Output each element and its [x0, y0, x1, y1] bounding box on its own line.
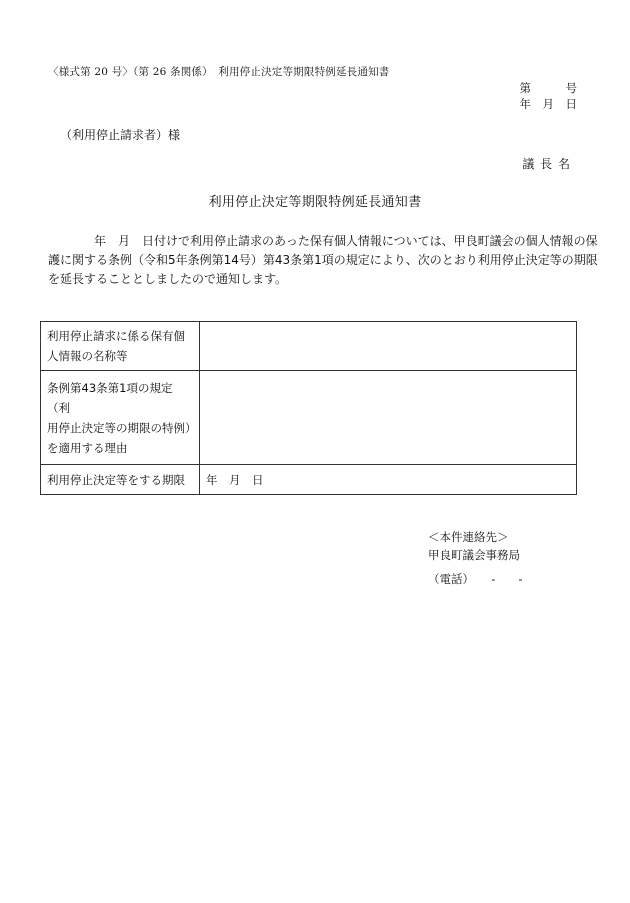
- table-row: [41, 465, 577, 495]
- sender-name: 議 長 名: [522, 157, 571, 171]
- table-row: [41, 322, 577, 371]
- label-line: 用停止決定等の期限の特例）: [47, 420, 197, 435]
- contact-office: 甲良町議会事務局: [428, 548, 520, 562]
- document-number: 第 号: [519, 81, 577, 95]
- label-line: を適用する理由: [47, 440, 128, 455]
- row-label-reason: [41, 371, 200, 465]
- document-title: 利用停止決定等期限特例延長通知書: [208, 195, 422, 210]
- row-value-document-name: [200, 322, 577, 371]
- contact-block: [428, 528, 523, 588]
- detail-table: [40, 321, 577, 495]
- label-line: 人情報の名称等: [47, 349, 128, 363]
- form-reference: 〈様式第 20 号〉（第 26 条関係） 利用停止決定等期限特例延長通知書: [48, 66, 390, 78]
- body-line: を延長することとしましたので通知します。: [48, 272, 288, 286]
- row-value-reason: [200, 371, 577, 465]
- row-value-deadline: 年 月 日: [200, 465, 577, 495]
- label-line: 条例第43条第1項の規定（利: [47, 380, 173, 415]
- label-line: 利用停止請求に係る保有個: [47, 329, 185, 343]
- addressee: （利用停止請求者）様: [60, 128, 181, 142]
- body-paragraph: [48, 232, 598, 289]
- row-label-document-name: [41, 322, 200, 371]
- body-line: 護に関する条例（令和5年条例第14号）第43条第1項の規定により、次のとおり利用停止決定等の期限: [48, 253, 598, 267]
- label-line: 利用停止決定等をする期限: [47, 472, 185, 487]
- contact-heading: ＜本件連絡先＞: [428, 530, 509, 544]
- row-label-deadline: [41, 465, 200, 495]
- body-line: 年 月 日付けで利用停止請求のあった保有個人情報については、甲良町議会の個人情報の保: [94, 234, 598, 248]
- contact-phone: （電話） - -: [428, 572, 523, 586]
- document-date: 年 月 日: [519, 97, 577, 111]
- table-row: [41, 371, 577, 465]
